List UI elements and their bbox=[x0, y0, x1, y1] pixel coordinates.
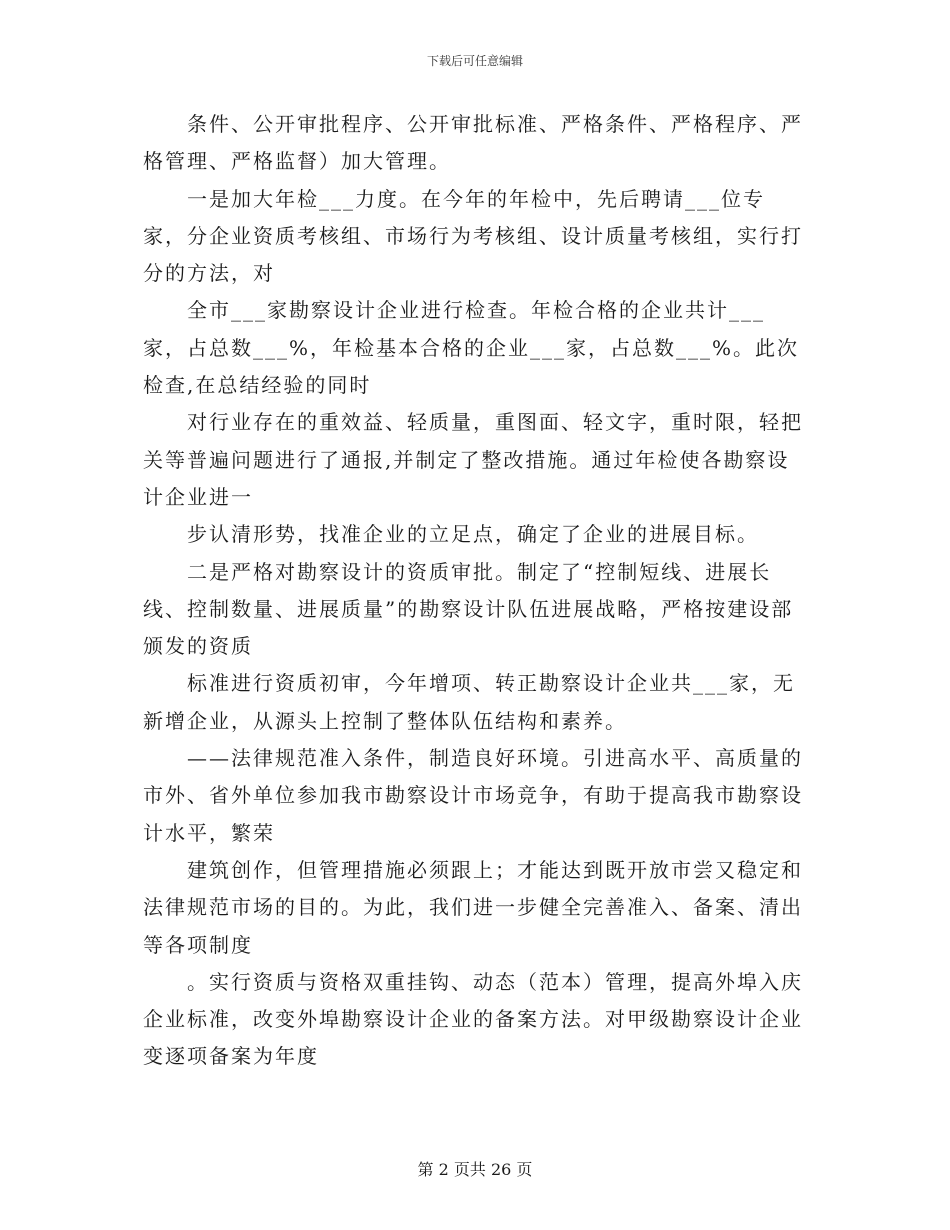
paragraph: 一是加大年检___力度。在今年的年检中，先后聘请___位专家，分企业资质考核组、市场行为考核组、设计质量考核组，实行打分的方法，对 bbox=[143, 186, 803, 286]
page-number: 第 2 页共 26 页 bbox=[417, 1160, 533, 1179]
paragraph: 步认清形势，找准企业的立足点，确定了企业的进展目标。 bbox=[187, 522, 759, 547]
paragraph: 标准进行资质初审，今年增项、转正勘察设计企业共___家，无新增企业，从源头上控制了整体队伍结构和素养。 bbox=[143, 671, 795, 733]
paragraph: 建筑创作，但管理措施必须跟上；才能达到既开放市尝又稳定和法律规范市场的目的。为此，我们进一步健全完善准入、备案、清出等各项制度 bbox=[143, 857, 803, 957]
paragraph: 。实行资质与资格双重挂钩、动态（范本）管理，提高外埠入庆企业标准，改变外埠勘察设计企业的备案方法。对甲级勘察设计企业变逐项备案为年度 bbox=[143, 969, 803, 1069]
paragraph: 条件、公开审批程序、公开审批标准、严格条件、严格程序、严格管理、严格监督）加大管理。 bbox=[143, 112, 803, 174]
page-header: 下载后可任意编辑 bbox=[426, 54, 523, 68]
document-body bbox=[143, 106, 807, 1076]
paragraph: 对行业存在的重效益、轻质量，重图面、轻文字，重时限，轻把关等普遍问题进行了通报,并制定了整改措施。通过年检使各勘察设计企业进一 bbox=[143, 410, 803, 509]
paragraph: ——法律规范准入条件，制造良好环境。引进高水平、高质量的市外、省外单位参加我市勘察设计市场竞争，有助于提高我市勘察设计水平，繁荣 bbox=[143, 746, 803, 845]
paragraph: 全市___家勘察设计企业进行检查。年检合格的企业共计___家，占总数___%，年检基本合格的企业___家，占总数___%。此次检查,在总结经验的同时 bbox=[143, 298, 800, 398]
paragraph: 二是严格对勘察设计的资质审批。制定了“控制短线、进展长线、控制数量、进展质量”的勘察设计队伍进展战略，严格按建设部颁发的资质 bbox=[143, 559, 794, 659]
